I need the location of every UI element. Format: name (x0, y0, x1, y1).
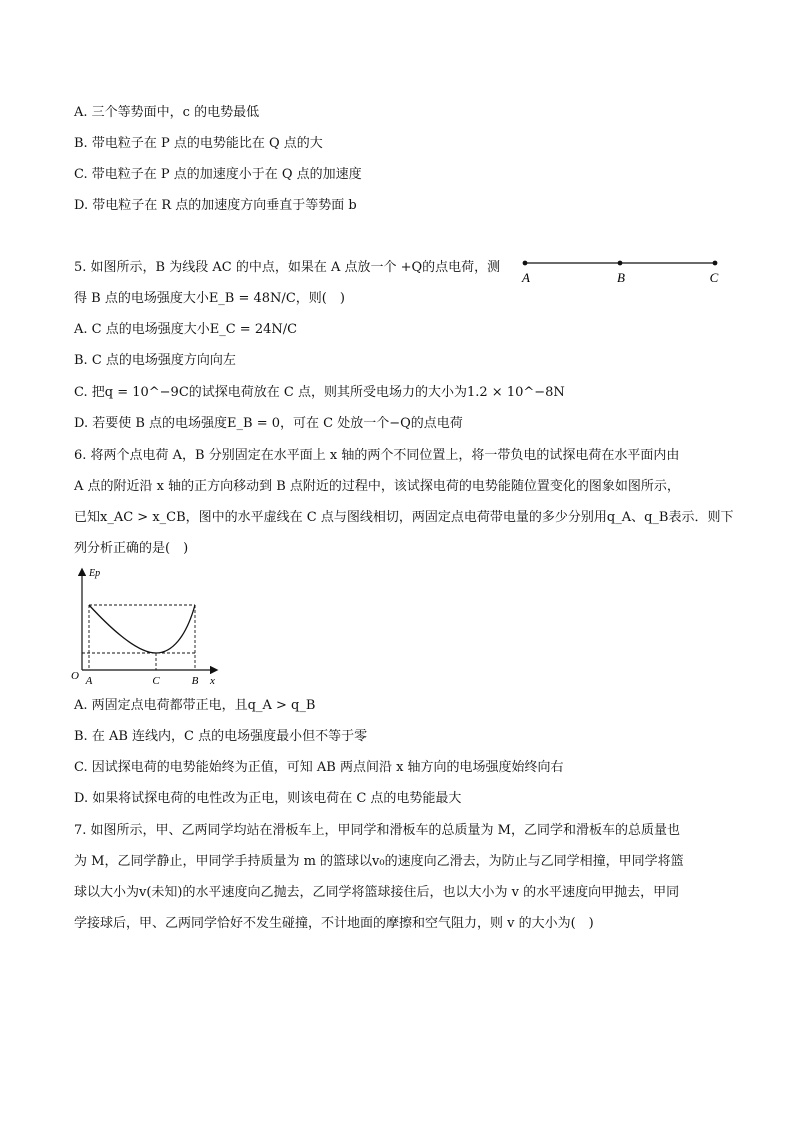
q6-stem-line-2: A 点的附近沿 x 轴的正方向移动到 B 点附近的过程中，该试探电荷的电势能随位置变化的图象如图所示， (74, 479, 680, 494)
q4-option-c: C. 带电粒子在 P 点的加速度小于在 Q 点的加速度 (74, 167, 362, 182)
q4-option-b: B. 带电粒子在 P 点的电势能比在 Q 点的大 (74, 136, 323, 151)
origin-label: O (71, 670, 79, 682)
tick-label-a: A (85, 675, 93, 687)
q6-option-b: B. 在 AB 连线内，C 点的电场强度最小但不等于零 (74, 729, 368, 744)
point-c (713, 261, 718, 266)
q6-stem-line-4: 列分析正确的是( ) (74, 541, 189, 556)
label-a: A (522, 270, 530, 285)
q7-stem-line-1: 7. 如图所示，甲、乙两同学均站在滑板车上，甲同学和滑板车的总质量为 M，乙同学和滑板车的总质量也 (74, 823, 680, 838)
point-a (523, 261, 528, 266)
q6-stem-line-1: 6. 将两个点电荷 A，B 分别固定在水平面上 x 轴的两个不同位置上，将一带负电的试探电荷在水平面内由 (74, 448, 680, 463)
y-axis-label: Ep (89, 568, 101, 579)
q6-option-a: A. 两固定点电荷都带正电，且q_A > q_B (74, 698, 316, 713)
q5-option-c: C. 把q = 10^−9C的试探电荷放在 C 点，则其所受电场力的大小为1.2 × 10^−8N (74, 385, 565, 400)
q5-option-a: A. C 点的电场强度大小E_C = 24N/C (74, 322, 298, 337)
point-b (618, 261, 623, 266)
energy-curve (89, 605, 195, 653)
q5-option-d: D. 若要使 B 点的电场强度E_B = 0，可在 C 处放一个−Q的点电荷 (74, 416, 463, 431)
q4-option-a: A. 三个等势面中，c 的电势最低 (74, 105, 260, 120)
q6-option-d: D. 如果将试探电荷的电性改为正电，则该电荷在 C 点的电势能最大 (74, 791, 462, 806)
q5-line-segment-figure (515, 254, 725, 288)
q4-option-d: D. 带电粒子在 R 点的加速度方向垂直于等势面 b (74, 198, 357, 213)
q7-stem-line-2: 为 M，乙同学静止，甲同学手持质量为 m 的篮球以v₀的速度向乙滑去，为防止与乙同学相撞，甲同学将篮 (74, 854, 684, 869)
tick-label-b: B (191, 675, 199, 687)
q5-option-b: B. C 点的电场强度方向向左 (74, 353, 236, 368)
q7-stem-line-3: 球以大小为v(未知)的水平速度向乙抛去，乙同学将篮球接住后，也以大小为 v 的水平速度向甲抛去，甲同 (74, 885, 680, 900)
label-c: C (709, 270, 719, 285)
q6-option-c: C. 因试探电荷的电势能始终为正值，可知 AB 两点间沿 x 轴方向的电场强度始终向右 (74, 760, 564, 775)
q5-stem-line-1: 5. 如图所示，B 为线段 AC 的中点，如果在 A 点放一个 +Q的点电荷，测 (74, 260, 501, 275)
q6-potential-energy-graph (68, 562, 228, 688)
q7-stem-line-4: 学接球后，甲、乙两同学恰好不发生碰撞，不计地面的摩擦和空气阻力，则 v 的大小为( ) (74, 916, 594, 931)
x-axis-label: x (210, 675, 215, 687)
q6-stem-line-3: 已知x_AC > x_CB，图中的水平虚线在 C 点与图线相切，两固定点电荷带电量的多少分别用q_A、q_B表示．则下 (74, 510, 734, 525)
label-b: B (617, 270, 625, 285)
q5-stem-line-2: 得 B 点的电场强度大小E_B = 48N/C，则( ) (74, 291, 345, 306)
tick-label-c: C (152, 675, 160, 687)
